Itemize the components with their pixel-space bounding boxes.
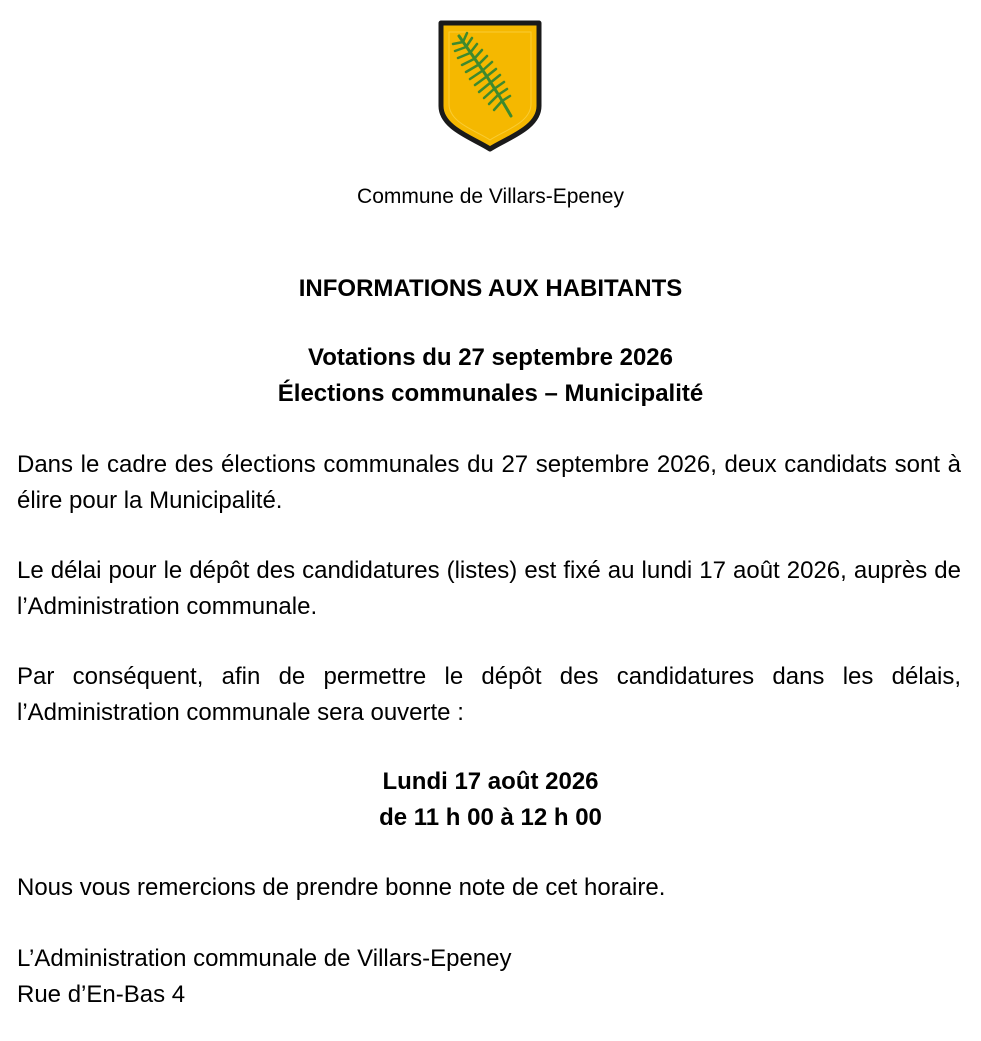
opening-hours: de 11 h 00 à 12 h 00 [379, 804, 602, 831]
paragraph-context: Dans le cadre des élections communales du 27 septembre 2026, deux candidats sont à élire pour la Municipalité. [17, 451, 961, 514]
subtitle-elections: Élections communales – Municipalité [277, 380, 704, 407]
signature-block [17, 941, 961, 1013]
commune-name: Commune de Villars-Epeney [357, 185, 624, 208]
paragraph-deadline: Le délai pour le dépôt des candidatures (listes) est fixé au lundi 17 août 2026, auprès de l’Administration communale. [17, 557, 961, 620]
signature-address: Rue d’En-Bas 4 [17, 981, 186, 1008]
opening-date: Lundi 17 août 2026 [382, 768, 599, 795]
signature-name: L’Administration communale de Villars-Epeney [17, 945, 512, 972]
coat-of-arms-icon [437, 20, 543, 152]
subtitle [0, 340, 981, 412]
page-title: INFORMATIONS AUX HABITANTS [298, 275, 683, 302]
paragraph-opening: Par conséquent, afin de permettre le dépôt des candidatures dans les délais, l’Administration communale sera ouverte : [17, 663, 961, 726]
opening-schedule [0, 764, 981, 836]
subtitle-votations: Votations du 27 septembre 2026 [307, 344, 673, 371]
closing-line: Nous vous remercions de prendre bonne note de cet horaire. [17, 874, 666, 901]
